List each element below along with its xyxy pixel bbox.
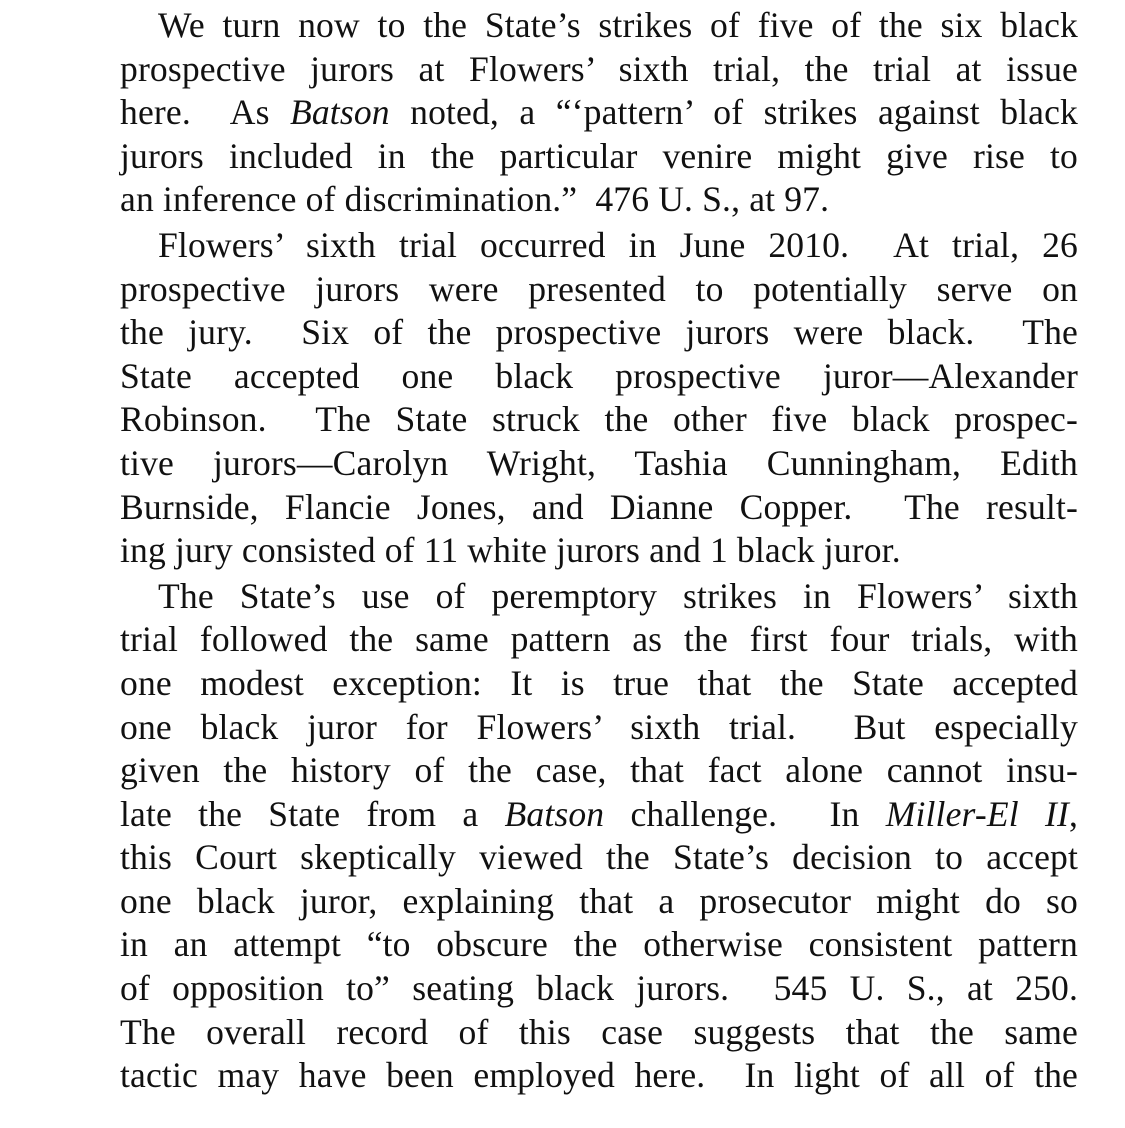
text-line xyxy=(82,224,1078,268)
text-line xyxy=(82,836,1078,880)
text-run: here. As xyxy=(120,92,290,133)
text-run: one black juror, explaining that a prosecutor might do so xyxy=(120,880,1078,921)
text-run: one black juror for Flowers’ sixth trial. But especially xyxy=(120,706,1078,747)
text-line xyxy=(82,880,1078,924)
text-run: noted, a “‘pattern’ of strikes against black xyxy=(389,92,1078,133)
text-run: Flowers’ sixth trial occurred in June 2010. At trial, 26 xyxy=(158,224,1078,265)
text-line xyxy=(82,355,1078,399)
text-run: the jury. Six of the prospective jurors were black. The xyxy=(120,312,1078,353)
paragraph xyxy=(82,4,1078,222)
text-line xyxy=(82,575,1078,619)
text-line xyxy=(82,135,1078,179)
text-line xyxy=(82,1054,1078,1098)
case-name: Batson xyxy=(289,92,390,133)
text-run: State accepted one black prospective juror—Alexander xyxy=(120,355,1078,396)
text-run: Robinson. The State struck the other five black prospec- xyxy=(120,399,1078,440)
text-run: prospective jurors were presented to potentially serve on xyxy=(120,268,1078,309)
text-run: given the history of the case, that fact alone cannot insu- xyxy=(120,750,1078,791)
text-line xyxy=(82,91,1078,135)
text-run: trial followed the same pattern as the first four trials, with xyxy=(120,619,1078,660)
text-run: tactic may have been employed here. In light of all of the xyxy=(120,1055,1078,1096)
text-line xyxy=(82,48,1078,92)
text-line xyxy=(82,793,1078,837)
text-line xyxy=(82,662,1078,706)
text-run: in an attempt “to obscure the otherwise consistent pattern xyxy=(120,924,1078,965)
text-line xyxy=(82,618,1078,662)
text-line xyxy=(82,1011,1078,1055)
case-name: Miller-El II xyxy=(885,793,1069,834)
text-run: jurors included in the particular venire might give rise to xyxy=(120,135,1078,176)
paragraph xyxy=(82,575,1078,1098)
text-run: one modest exception: It is true that the State accepted xyxy=(120,662,1078,703)
text-run: of opposition to” seating black jurors. 545 U. S., at 250. xyxy=(120,968,1078,1009)
text-run: ing jury consisted of 11 white jurors and 1 black juror. xyxy=(120,530,901,571)
text-line xyxy=(82,4,1078,48)
text-line xyxy=(82,486,1078,530)
text-line xyxy=(82,923,1078,967)
opinion-page xyxy=(82,4,1078,1098)
text-run: We turn now to the State’s strikes of five of the six black xyxy=(158,5,1078,45)
text-line xyxy=(82,442,1078,486)
text-line xyxy=(82,706,1078,750)
text-line xyxy=(82,529,1078,573)
text-run: this Court skeptically viewed the State’s decision to accept xyxy=(120,837,1078,878)
text-run: tive jurors—Carolyn Wright, Tashia Cunningham, Edith xyxy=(120,442,1078,483)
text-run: prospective jurors at Flowers’ sixth trial, the trial at issue xyxy=(120,48,1078,89)
text-run: an inference of discrimination.” 476 U. S., at 97. xyxy=(120,179,830,220)
text-run: late the State from a xyxy=(120,793,505,834)
text-run: , xyxy=(1068,793,1078,834)
text-line xyxy=(82,967,1078,1011)
text-run: Burnside, Flancie Jones, and Dianne Copper. The result- xyxy=(120,486,1078,527)
case-name: Batson xyxy=(504,793,605,834)
text-line xyxy=(82,311,1078,355)
text-run: The State’s use of peremptory strikes in Flowers’ sixth xyxy=(158,575,1078,616)
text-line xyxy=(82,268,1078,312)
text-run: challenge. In xyxy=(604,793,886,834)
text-line xyxy=(82,749,1078,793)
paragraph xyxy=(82,224,1078,573)
text-run: The overall record of this case suggests that the same xyxy=(120,1011,1078,1052)
text-line xyxy=(82,178,1078,222)
text-line xyxy=(82,398,1078,442)
